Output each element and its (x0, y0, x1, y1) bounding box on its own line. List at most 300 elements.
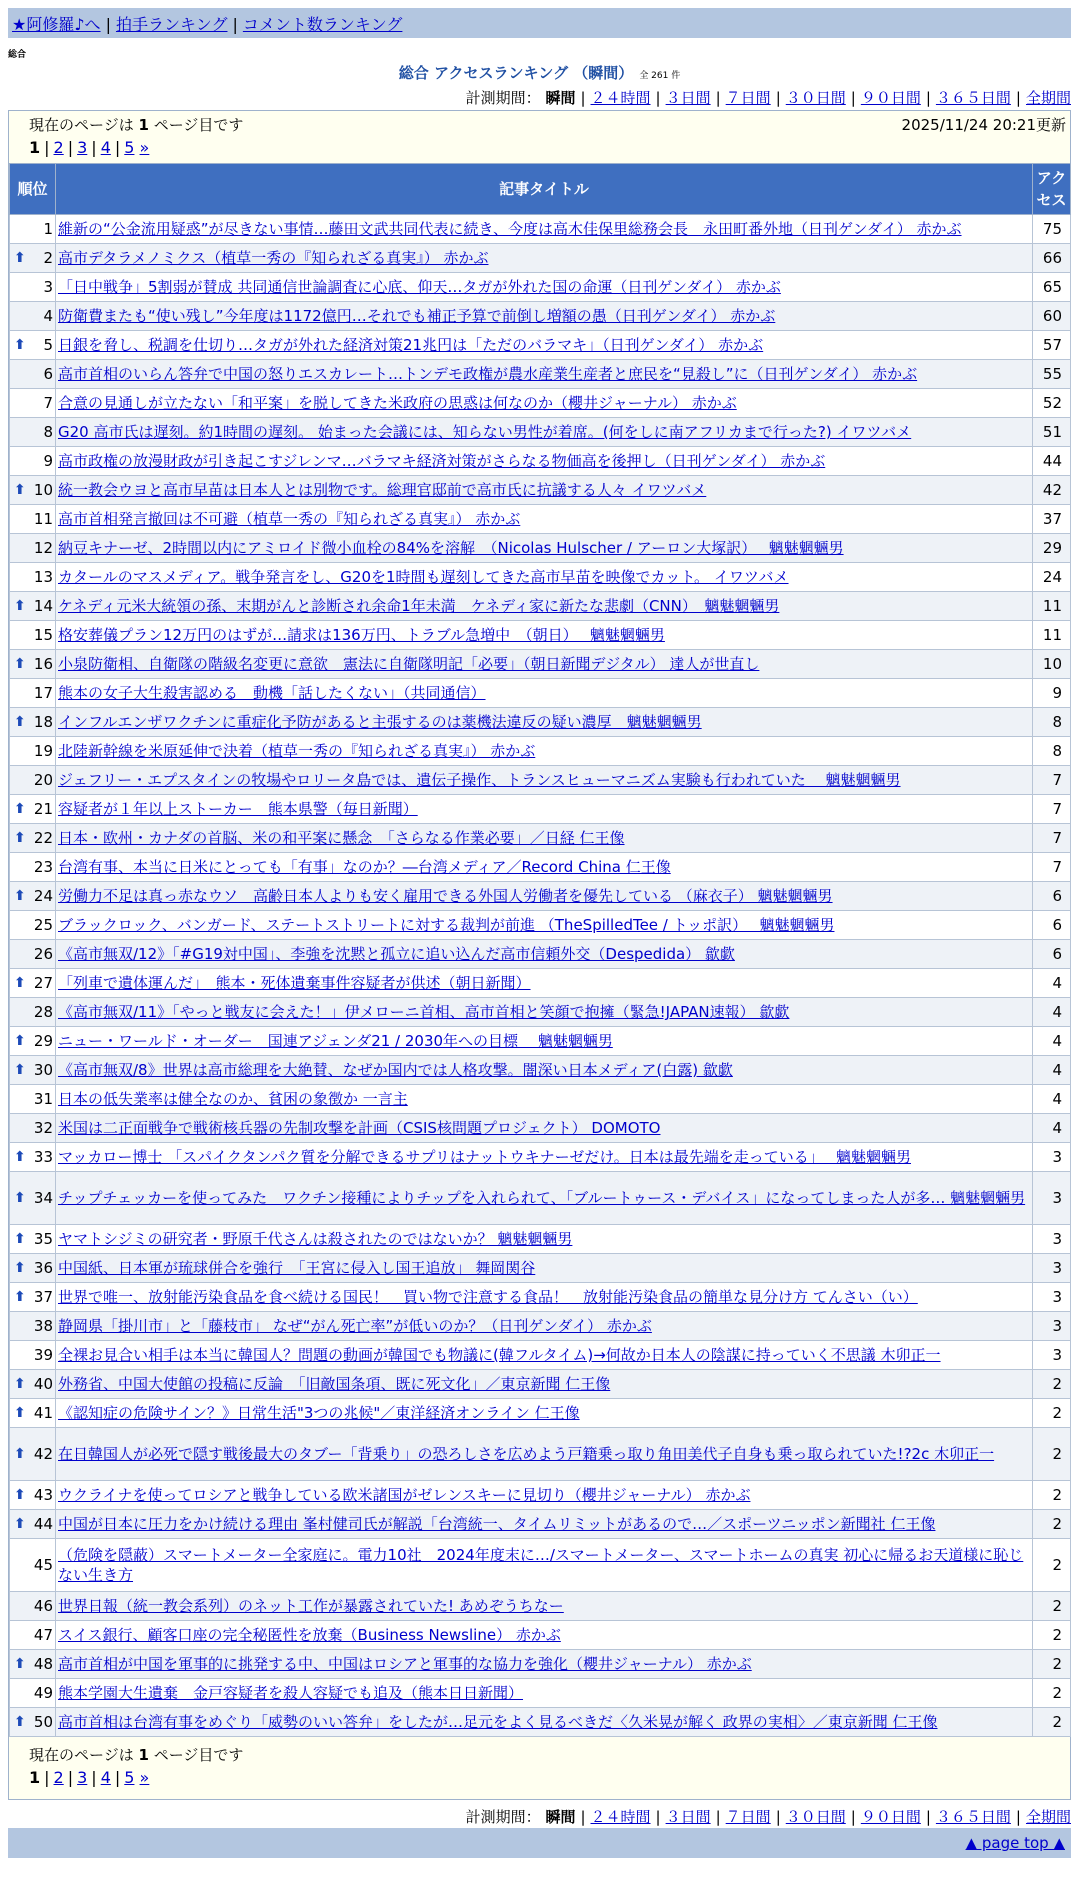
article-link[interactable]: 在日韓国人が必死で隠す戦後最大のタブー「背乗り」の恐ろしさを広めよう戸籍乗っ取り角田美代子自身も乗っ取られていた!?2c 木卯正一 (58, 1445, 995, 1463)
article-link[interactable]: 高市デタラメノミクス（植草一秀の『知られざる真実』） 赤かぶ (58, 249, 489, 267)
article-link[interactable]: チップチェッカーを使ってみた ワクチン接種によりチップを入れられて、「ブルートゥース・デバイス」になってしまった人が多… 魑魅魍魎男 (58, 1189, 1026, 1207)
article-link[interactable]: 日本の低失業率は健全なのか、貧困の象徴か 一言主 (58, 1090, 408, 1108)
rank-number: 11 (33, 510, 53, 528)
access-count: 66 (1033, 244, 1071, 273)
title-cell (56, 418, 1033, 447)
comment-ranking-link[interactable]: コメント数ランキング (242, 15, 403, 34)
title-cell (56, 447, 1033, 476)
rank-cell (10, 1399, 56, 1428)
period-link[interactable]: ３６５日間 (935, 1808, 1011, 1826)
rank-up-arrow-icon: ⬆ (14, 482, 26, 498)
rank-number: 21 (33, 800, 53, 818)
title-cell (56, 476, 1033, 505)
title-cell (56, 1172, 1033, 1225)
table-row (10, 1085, 1071, 1114)
rank-cell (10, 215, 56, 244)
title-cell (56, 621, 1033, 650)
table-row (10, 1027, 1071, 1056)
title-cell (56, 1510, 1033, 1539)
table-row (10, 650, 1071, 679)
period-current: 瞬間 (545, 1808, 576, 1826)
table-row (10, 534, 1071, 563)
rank-cell (10, 650, 56, 679)
rank-cell (10, 824, 56, 853)
rank-number: 13 (33, 568, 53, 586)
rank-cell (10, 853, 56, 882)
rank-cell (10, 1650, 56, 1679)
pager-link[interactable]: 3 (77, 1768, 88, 1787)
title-cell (56, 1027, 1033, 1056)
table-row (10, 969, 1071, 998)
article-link[interactable]: 「日中戦争」5割弱が賛成 共同通信世論調査に心底、仰天…タガが外れた国の命運（日刊ゲンダイ） 赤かぶ (58, 278, 781, 296)
separator: | (44, 138, 50, 157)
period-link[interactable]: ３日間 (665, 1808, 711, 1826)
table-row (10, 621, 1071, 650)
pager-link[interactable]: 4 (100, 138, 111, 157)
table-row (10, 360, 1071, 389)
article-link[interactable]: ウクライナを使ってロシアと戦争している欧米諸国がゼレンスキーに見切り（櫻井ジャーナル） 赤かぶ (58, 1486, 751, 1504)
separator: | (67, 1768, 74, 1787)
separator: | (850, 89, 856, 107)
rank-number: 12 (33, 539, 53, 557)
table-row (10, 853, 1071, 882)
rank-number: 20 (33, 771, 53, 789)
access-count: 6 (1033, 882, 1071, 911)
article-link[interactable]: 日本・欧州・カナダの首脳、米の和平案に懸念 「さらなる作業必要」／日経 仁王像 (58, 829, 625, 847)
article-link[interactable]: 《認知症の危険サイン？》日常生活"3つの兆候"／東洋経済オンライン 仁王像 (58, 1404, 580, 1422)
rank-up-arrow-icon: ⬆ (14, 1062, 26, 1078)
article-link[interactable]: G20 高市氏は遅刻。約1時間の遅刻。 始まった会議には、知らない男性が着席。(何をしに南アフリカまで行った?) イワツバメ (58, 423, 912, 441)
rank-cell (10, 1370, 56, 1399)
table-row (10, 1143, 1071, 1172)
rank-cell (10, 447, 56, 476)
article-link[interactable]: ジェフリー・エプスタインの牧場やロリータ島では、遺伝子操作、トランスヒューマニズム実験も行われていた 魑魅魍魎男 (58, 771, 901, 789)
rank-up-arrow-icon: ⬆ (14, 250, 26, 266)
rank-cell (10, 737, 56, 766)
access-count: 55 (1033, 360, 1071, 389)
article-link[interactable]: 高市首相のいらん答弁で中国の怒りエスカレート…トンデモ政権が農水産業生産者と庶民を“見殺し”に（日刊ゲンダイ） 赤かぶ (58, 365, 918, 383)
rank-number: 36 (33, 1259, 53, 1277)
access-count: 7 (1033, 766, 1071, 795)
access-count: 6 (1033, 940, 1071, 969)
table-row (10, 1621, 1071, 1650)
rank-cell (10, 331, 56, 360)
table-row (10, 1225, 1071, 1254)
rank-cell (10, 708, 56, 737)
separator: | (850, 1808, 856, 1826)
rank-up-arrow-icon: ⬆ (14, 975, 26, 991)
title-cell (56, 1399, 1033, 1428)
article-link[interactable]: 熊本の女子大生殺害認める 動機「話したくない」（共同通信） (58, 684, 486, 702)
rank-up-arrow-icon: ⬆ (14, 1405, 26, 1421)
rank-up-arrow-icon: ⬆ (14, 714, 26, 730)
rank-up-arrow-icon: ⬆ (14, 337, 26, 353)
title-cell (56, 389, 1033, 418)
home-link[interactable]: ★阿修羅♪へ (12, 15, 101, 34)
article-link[interactable]: 高市首相が中国を軍事的に挑発する中、中国はロシアと軍事的な協力を強化（櫻井ジャーナル） 赤かぶ (58, 1655, 752, 1673)
rank-cell (10, 1143, 56, 1172)
rank-up-arrow-icon: ⬆ (14, 1516, 26, 1532)
rank-cell (10, 389, 56, 418)
separator: | (1015, 89, 1021, 107)
rank-number: 32 (33, 1119, 53, 1137)
title-cell (56, 1708, 1033, 1737)
rank-cell (10, 940, 56, 969)
table-row (10, 766, 1071, 795)
access-count: 2 (1033, 1510, 1071, 1539)
rank-cell (10, 360, 56, 389)
access-count: 3 (1033, 1143, 1071, 1172)
table-row (10, 1341, 1071, 1370)
rank-number: 22 (33, 829, 53, 847)
article-link[interactable]: インフルエンザワクチンに重症化予防があると主張するのは薬機法違反の疑い濃厚 魑魅魍魎男 (58, 713, 702, 731)
access-count: 4 (1033, 969, 1071, 998)
article-link[interactable]: 世界日報（統一教会系列）のネット工作が暴露されていた! あめぞうちなー (58, 1597, 564, 1615)
separator: | (580, 89, 586, 107)
access-count: 11 (1033, 621, 1071, 650)
article-link[interactable]: 統一教会ウヨと高市早苗は日本人とは別物です。総理官邸前で高市氏に抗議する人々 イワツバメ (58, 481, 707, 499)
rank-number: 5 (43, 336, 53, 354)
ranking-title: 総合 アクセスランキング （瞬間） (398, 64, 634, 82)
article-link[interactable]: ブラックロック、バンガード、ステートストリートに対する裁判が前進 （TheSpilledTee / トッポ訳） 魑魅魍魎男 (58, 916, 835, 934)
pager-link[interactable]: 4 (100, 1768, 111, 1787)
rank-cell (10, 592, 56, 621)
title-cell (56, 505, 1033, 534)
rank-cell (10, 1341, 56, 1370)
table-row (10, 1650, 1071, 1679)
title-cell (56, 1621, 1033, 1650)
rank-cell (10, 1312, 56, 1341)
period-link[interactable]: ２４時間 (590, 1808, 651, 1826)
period-link[interactable]: 全期間 (1025, 1808, 1071, 1826)
rank-number: 33 (33, 1148, 53, 1166)
article-link[interactable]: 納豆キナーゼ、2時間以内にアミロイド微小血栓の84%を溶解 （Nicolas Hulscher / アーロン大塚訳） 魑魅魍魎男 (58, 539, 844, 557)
page-info-bottom: 現在のページは 1 ページ目です (29, 1746, 244, 1764)
separator: | (44, 1768, 50, 1787)
rank-number: 42 (33, 1445, 53, 1463)
table-row (10, 1679, 1071, 1708)
rank-cell (10, 1114, 56, 1143)
table-row (10, 1370, 1071, 1399)
title-cell (56, 911, 1033, 940)
article-link[interactable]: 格安葬儀プラン12万円のはずが…請求は136万円、トラブル急増中 （朝日） 魑魅魍魎男 (58, 626, 665, 644)
rank-number: 24 (33, 887, 53, 905)
table-row (10, 708, 1071, 737)
rank-number: 6 (43, 365, 53, 383)
col-access-header: アクセス (1033, 164, 1071, 215)
access-count: 2 (1033, 1679, 1071, 1708)
rank-cell (10, 1085, 56, 1114)
title-cell (56, 534, 1033, 563)
rank-number: 25 (33, 916, 53, 934)
pager-next[interactable]: » (139, 1768, 150, 1787)
table-row (10, 1312, 1071, 1341)
table-row (10, 1172, 1071, 1225)
rank-number: 44 (33, 1515, 53, 1533)
rank-up-arrow-icon: ⬆ (14, 1260, 26, 1276)
access-count: 57 (1033, 331, 1071, 360)
separator: | (91, 1768, 97, 1787)
rank-cell (10, 476, 56, 505)
period-link[interactable]: ３０日間 (785, 1808, 846, 1826)
article-link[interactable]: ケネディ元米大統領の孫、末期がんと診断され余命1年未満 ケネディ家に新たな悲劇（CNN） 魑魅魍魎男 (58, 597, 780, 615)
article-link[interactable]: 世界で唯一、放射能汚染食品を食べ続ける国民！ 買い物で注意する食品！ 放射能汚染食品の簡単な見分け方 てんさい（い） (58, 1288, 918, 1306)
access-count: 42 (1033, 476, 1071, 505)
rank-cell (10, 563, 56, 592)
table-row (10, 273, 1071, 302)
table-row (10, 331, 1071, 360)
article-link[interactable]: 《高市無双/8》世界は高市総理を大絶賛、なぜか国内では人格攻撃。闇深い日本メディア(白露) 歙歔 (58, 1061, 733, 1079)
table-row (10, 1510, 1071, 1539)
title-cell (56, 331, 1033, 360)
rank-number: 4 (43, 307, 53, 325)
separator: | (925, 1808, 931, 1826)
rank-cell (10, 882, 56, 911)
access-count: 3 (1033, 1283, 1071, 1312)
article-link[interactable]: 中国が日本に圧力をかけ続ける理由 峯村健司氏が解説「台湾統一、タイムリミットがあるので…／スポーツニッポン新聞社 仁王像 (58, 1515, 936, 1533)
pager-link[interactable]: 3 (77, 138, 88, 157)
article-link[interactable]: 熊本学園大生遺棄 金戸容疑者を殺人容疑でも追及（熊本日日新聞） (58, 1684, 524, 1702)
title-cell (56, 1481, 1033, 1510)
article-link[interactable]: 北陸新幹線を米原延伸で決着（植草一秀の『知られざる真実』） 赤かぶ (58, 742, 536, 760)
period-current: 瞬間 (545, 89, 576, 107)
table-row (10, 1592, 1071, 1621)
period-label: 計測期間： (465, 1808, 541, 1826)
rank-up-arrow-icon: ⬆ (14, 1289, 26, 1305)
rank-number: 31 (33, 1090, 53, 1108)
rank-number: 49 (33, 1684, 53, 1702)
table-row (10, 244, 1071, 273)
period-link[interactable]: ３６５日間 (935, 89, 1011, 107)
period-link[interactable]: 全期間 (1025, 89, 1071, 107)
rank-number: 34 (33, 1189, 53, 1207)
rank-number: 37 (33, 1288, 53, 1306)
article-link[interactable]: 全裸お見合い相手は本当に韓国人？問題の動画が韓国でも物議に(韓フルタイム)→何故か日本人の陰謀に持っていく不思議 木卯正一 (58, 1346, 941, 1364)
article-link[interactable]: カタールのマスメディア。戦争発言をし、G20を1時間も遅刻してきた高市早苗を映像でカット。 イワツバメ (58, 568, 789, 586)
rank-cell (10, 1539, 56, 1592)
access-count: 2 (1033, 1650, 1071, 1679)
page-info-top: 現在のページは 1 ページ目です (29, 116, 244, 134)
article-link[interactable]: 中国紙、日本軍が琉球併合を強行 「王宮に侵入し国王追放」 舞岡関谷 (58, 1259, 536, 1277)
access-count: 9 (1033, 679, 1071, 708)
pager-next[interactable]: » (139, 138, 150, 157)
title-cell (56, 940, 1033, 969)
period-link[interactable]: ３日間 (665, 89, 711, 107)
access-count: 24 (1033, 563, 1071, 592)
access-count: 2 (1033, 1592, 1071, 1621)
rank-cell (10, 1510, 56, 1539)
access-count: 6 (1033, 911, 1071, 940)
rank-up-arrow-icon: ⬆ (14, 656, 26, 672)
rank-number: 9 (43, 452, 53, 470)
table-row (10, 447, 1071, 476)
access-count: 29 (1033, 534, 1071, 563)
pager-top (29, 138, 149, 157)
article-link[interactable]: 米国は二正面戦争で戦術核兵器の先制攻撃を計画（CSIS核問題プロジェクト） DOMOTO (58, 1119, 661, 1137)
article-link[interactable]: 「列車で遺体運んだ」 熊本・死体遺棄事件容疑者が供述（朝日新聞） (58, 974, 531, 992)
title-cell (56, 1056, 1033, 1085)
title-cell (56, 1312, 1033, 1341)
separator: | (775, 1808, 781, 1826)
title-cell (56, 737, 1033, 766)
table-row (10, 1283, 1071, 1312)
pager-bottom (29, 1768, 149, 1787)
table-row (10, 505, 1071, 534)
access-count: 7 (1033, 795, 1071, 824)
rank-cell (10, 998, 56, 1027)
table-row (10, 998, 1071, 1027)
rank-number: 50 (33, 1713, 53, 1731)
rank-number: 43 (33, 1486, 53, 1504)
rank-number: 14 (33, 597, 53, 615)
pager-link[interactable]: 2 (53, 1768, 64, 1787)
separator: | (775, 89, 781, 107)
access-count: 11 (1033, 592, 1071, 621)
rank-cell (10, 1481, 56, 1510)
rank-cell (10, 679, 56, 708)
period-label: 計測期間： (465, 89, 541, 107)
title-cell (56, 360, 1033, 389)
title-cell (56, 795, 1033, 824)
ranking-table (9, 163, 1071, 1737)
table-row (10, 1254, 1071, 1283)
page-top-link[interactable]: ▲ page top ▲ (965, 1834, 1065, 1852)
title-cell (56, 1143, 1033, 1172)
article-link[interactable]: 容疑者が１年以上ストーカー 熊本県警（毎日新聞） (58, 800, 418, 818)
rank-cell (10, 1225, 56, 1254)
category-label: 総合 (8, 50, 27, 60)
article-link[interactable]: 高市首相は台湾有事をめぐり「威勢のいい答弁」をしたが…足元をよく見るべきだ〈久米晃が解く 政界の実相〉／東京新聞 仁王像 (58, 1713, 938, 1731)
pager-link[interactable]: 5 (124, 1768, 135, 1787)
pager-link[interactable]: 5 (124, 138, 135, 157)
article-link[interactable]: 小泉防衛相、自衛隊の階級名変更に意欲 憲法に自衛隊明記「必要」（朝日新聞デジタル） 達人が世直し (58, 655, 760, 673)
article-link[interactable]: 防衛費またも“使い残し”今年度は1172億円…それでも補正予算で前倒し増額の愚（日刊ゲンダイ） 赤かぶ (58, 307, 776, 325)
article-link[interactable]: ニュー・ワールド・オーダー 国連アジェンダ21 / 2030年への目標 魑魅魍魎男 (58, 1032, 613, 1050)
article-link[interactable]: 日銀を脅し、税調を仕切り…タガが外れた経済対策21兆円は「ただのバラマキ」（日刊ゲンダイ） 赤かぶ (58, 336, 764, 354)
period-link[interactable]: ９０日間 (860, 89, 921, 107)
article-link[interactable]: 高市政権の放漫財政が引き起こすジレンマ…バラマキ経済対策がさらなる物価高を後押し（日刊ゲンダイ） 赤かぶ (58, 452, 826, 470)
title-cell (56, 1114, 1033, 1143)
article-link[interactable]: ヤマトシジミの研究者・野原千代さんは殺されたのではないか？ 魑魅魍魎男 (58, 1230, 573, 1248)
title-cell (56, 650, 1033, 679)
pager-link[interactable]: 2 (53, 138, 64, 157)
rank-cell (10, 1254, 56, 1283)
access-count: 3 (1033, 1341, 1071, 1370)
rank-number: 41 (33, 1404, 53, 1422)
access-count: 3 (1033, 1225, 1071, 1254)
article-link[interactable]: 労働力不足は真っ赤なウソ 高齢日本人よりも安く雇用できる外国人労働者を優先している （麻衣子） 魑魅魍魎男 (58, 887, 833, 905)
article-link[interactable]: 静岡県「掛川市」と「藤枝市」 なぜ“がん死亡率”が低いのか？（日刊ゲンダイ） 赤かぶ (58, 1317, 652, 1335)
table-row (10, 824, 1071, 853)
article-link[interactable]: 維新の“公金流用疑惑”が尽きない事情…藤田文武共同代表に続き、今度は高木佳保里総務会長 永田町番外地（日刊ゲンダイ） 赤かぶ (58, 220, 962, 238)
access-count: 2 (1033, 1708, 1071, 1737)
rank-number: 15 (33, 626, 53, 644)
article-link[interactable]: 高市首相発言撤回は不可避（植草一秀の『知られざる真実』） 赤かぶ (58, 510, 521, 528)
access-count: 8 (1033, 737, 1071, 766)
rank-number: 10 (33, 481, 53, 499)
rank-number: 16 (33, 655, 53, 673)
rank-up-arrow-icon: ⬆ (14, 1487, 26, 1503)
title-cell (56, 244, 1033, 273)
rank-number: 29 (33, 1032, 53, 1050)
table-row (10, 389, 1071, 418)
title-cell (56, 1592, 1033, 1621)
access-count: 4 (1033, 998, 1071, 1027)
rank-cell (10, 1621, 56, 1650)
rank-up-arrow-icon: ⬆ (14, 888, 26, 904)
title-cell (56, 563, 1033, 592)
rank-up-arrow-icon: ⬆ (14, 1446, 26, 1462)
top-nav-bar: ★阿修羅♪へ | 拍手ランキング | コメント数ランキング (8, 8, 1071, 38)
rank-number: 47 (33, 1626, 53, 1644)
title-cell (56, 1341, 1033, 1370)
col-title-header: 記事タイトル (56, 164, 1033, 215)
title-cell (56, 1254, 1033, 1283)
rank-number: 3 (43, 278, 53, 296)
period-link[interactable]: ７日間 (725, 89, 771, 107)
page-title (0, 62, 1079, 83)
access-count: 4 (1033, 1056, 1071, 1085)
table-row (10, 1114, 1071, 1143)
article-link[interactable]: 外務省、中国大使館の投稿に反論 「旧敵国条項、既に死文化」／東京新聞 仁王像 (58, 1375, 611, 1393)
rank-number: 7 (43, 394, 53, 412)
access-count: 65 (1033, 273, 1071, 302)
period-link[interactable]: ３０日間 (785, 89, 846, 107)
article-link[interactable]: 《高市無双/11》「やっと戦友に会えた！」伊メローニ首相、高市首相と笑顔で抱擁（緊急!JAPAN速報） 歙歔 (58, 1003, 790, 1021)
period-selector-top (466, 87, 1071, 108)
rank-up-arrow-icon: ⬆ (14, 1149, 26, 1165)
table-row (10, 737, 1071, 766)
table-row (10, 1539, 1071, 1592)
title-cell (56, 273, 1033, 302)
article-link[interactable]: スイス銀行、顧客口座の完全秘匿性を放棄（Business Newsline） 赤かぶ (58, 1626, 561, 1644)
separator: | (715, 89, 721, 107)
access-count: 7 (1033, 824, 1071, 853)
access-count: 8 (1033, 708, 1071, 737)
title-cell (56, 998, 1033, 1027)
article-link[interactable]: マッカロー博士 「スパイクタンパク質を分解できるサプリはナットウキナーゼだけ。日本は最先端を走っている」 魑魅魍魎男 (58, 1148, 911, 1166)
title-cell (56, 1679, 1033, 1708)
article-link[interactable]: （危険を隠蔽）スマートメーター全家庭に。電力10社 2024年度末に…/スマートメーター、スマートホームの真実 初心に帰るお天道様に恥じない生き方 (58, 1546, 1024, 1584)
rank-number: 8 (43, 423, 53, 441)
table-row (10, 592, 1071, 621)
article-link[interactable]: 台湾有事、本当に日米にとっても「有事」なのか？―台湾メディア／Record China 仁王像 (58, 858, 671, 876)
applause-ranking-link[interactable]: 拍手ランキング (115, 15, 228, 34)
access-count: 44 (1033, 447, 1071, 476)
access-count: 7 (1033, 853, 1071, 882)
table-row (10, 679, 1071, 708)
rank-up-arrow-icon: ⬆ (14, 1714, 26, 1730)
title-cell (56, 882, 1033, 911)
rank-number: 2 (43, 249, 53, 267)
table-row (10, 563, 1071, 592)
col-rank-header: 順位 (10, 164, 56, 215)
table-row (10, 1399, 1071, 1428)
article-link[interactable]: 《高市無双/12》「#G19対中国」、李強を沈黙と孤立に追い込んだ高市信頼外交（Despedida） 歙歔 (58, 945, 735, 963)
table-row (10, 1481, 1071, 1510)
period-link[interactable]: ２４時間 (590, 89, 651, 107)
access-count: 2 (1033, 1370, 1071, 1399)
separator: | (114, 1768, 121, 1787)
title-cell (56, 1283, 1033, 1312)
article-link[interactable]: 合意の見通しが立たない「和平案」を脱してきた米政府の思惑は何なのか（櫻井ジャーナル） 赤かぶ (58, 394, 737, 412)
rank-number: 17 (33, 684, 53, 702)
title-cell (56, 1225, 1033, 1254)
period-link[interactable]: ９０日間 (860, 1808, 921, 1826)
title-cell (56, 708, 1033, 737)
table-row (10, 911, 1071, 940)
period-link[interactable]: ７日間 (725, 1808, 771, 1826)
